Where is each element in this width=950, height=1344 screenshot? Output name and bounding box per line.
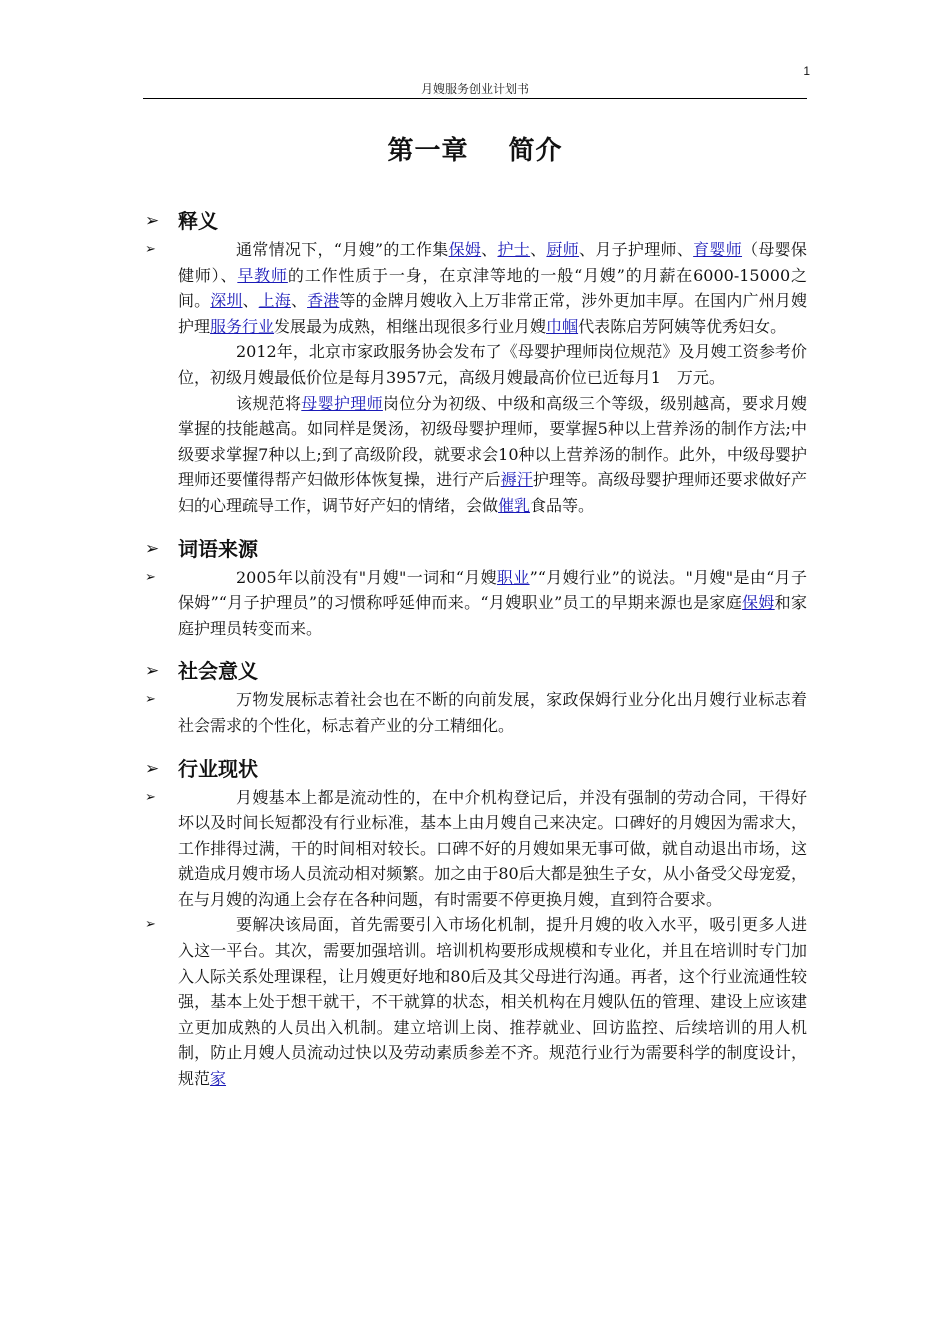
bullet-paragraph-block: [143, 687, 807, 738]
link-fuwu-hangye[interactable]: 服务行业: [210, 316, 275, 336]
text-run: 要解决该局面，首先需要引入市场化机制，提升月嫂的收入水平，吸引更多人进入这一平台。其次，需要加强培训。培训机构要形成规模和专业化，并且在培训时专门加入人际关系处理课程，让月嫂更好地和80后及其父母进行沟通。再者，这个行业流通性较强，基本上处于想干就干，不干就算的状态，相关机构在月嫂队伍的管理、建设上应该建立更加成熟的人员出入机制。建立培训上岗、推荐就业、回访监控、后续培训的用人机制，防止月嫂人员流动过快以及劳动素质参差不齐。规范行业行为需要科学的制度设计，规范: [178, 915, 807, 1089]
paragraph: 万物发展标志着社会也在不断的向前发展，家政保姆行业分化出月嫂行业标志着社会需求的个性化，标志着产业的分工精细化。: [178, 690, 807, 735]
paragraph: 2012年，北京市家政服务协会发布了《母婴护理师岗位规范》及月嫂工资参考价位，初级月嫂最低价位是每月3957元，高级月嫂最高价位已近每月1 万元。: [178, 342, 807, 387]
bullet-paragraph-block: [143, 912, 807, 1091]
paragraph: [178, 565, 807, 642]
link-muying-hulishi[interactable]: 母婴护理师: [301, 393, 383, 413]
bullet-paragraph-block: [143, 237, 807, 519]
text-run: 、月子护理师、: [579, 240, 694, 259]
text-run: 护理等。高级母婴护理师还要求做好产妇的心理疏导工作，调节好产妇的情绪，会做: [178, 470, 807, 515]
section-heading: [143, 205, 807, 237]
bullet-arrow-icon: ➢: [145, 661, 160, 682]
text-run: ”“月嫂行业”的说法。"月嫂"是由“月子保姆”“月子护理员”的习惯称呼延伸而来。“月嫂职业”员工的早期来源也是家庭: [178, 567, 807, 613]
link-shenzhen[interactable]: 深圳: [210, 291, 243, 311]
text-run: 2005年以前没有"月嫂"一词和“月嫂: [236, 567, 497, 587]
section-shiyi: [143, 205, 807, 519]
text-run: （母婴保健师）、: [178, 240, 807, 285]
text-run: 岗位分为初级、中级和高级三个等级，级别越高，要求月嫂掌握的技能越高。如同样是煲汤，初级母婴护理师，要掌握5种以上营养汤的制作方法;中级要求掌握7种以上;到了高级阶段，就要求会10种以上营养汤的制作。此外，中级母婴护理师还要懂得帮产妇做形体恢复操，进行产后: [178, 393, 807, 490]
section-heading: [143, 655, 807, 687]
document-body: [143, 205, 807, 1106]
link-jinguo[interactable]: 巾帼: [546, 316, 579, 336]
text-run: 食品等。: [530, 495, 595, 515]
text-run: 通常情况下，“月嫂”的工作集: [236, 240, 449, 259]
section-ciyu-laiyuan: [143, 533, 807, 642]
link-chushi[interactable]: 厨师: [546, 240, 580, 259]
paragraph: [178, 391, 807, 519]
section-heading-text: 词语来源: [178, 536, 258, 561]
paragraph: [178, 237, 807, 339]
text-run: 、: [530, 240, 547, 259]
link-jia[interactable]: 家: [210, 1069, 227, 1089]
section-heading-text: 释义: [178, 209, 218, 233]
link-zaojiaoshi[interactable]: 早教师: [237, 265, 288, 285]
link-zhiye[interactable]: 职业: [496, 567, 530, 587]
text-run: 、: [290, 291, 308, 311]
bullet-arrow-icon: ➢: [145, 211, 160, 231]
bullet-arrow-icon: ➢: [145, 692, 156, 708]
bullet-arrow-icon: ➢: [145, 538, 160, 559]
link-xianggang[interactable]: 香港: [307, 291, 340, 311]
link-baomu[interactable]: 保姆: [742, 593, 775, 613]
chapter-name: 简介: [508, 136, 563, 166]
running-header: 月嫂服务创业计划书: [420, 82, 529, 96]
text-run: 、: [481, 240, 498, 259]
bullet-arrow-icon: ➢: [145, 569, 156, 585]
link-baomu[interactable]: 保姆: [448, 240, 482, 259]
text-run: 和家庭护理员转变而来。: [178, 593, 807, 638]
chapter-number: 第一章: [387, 136, 469, 166]
section-heading: [143, 533, 807, 565]
chapter-title: [143, 130, 807, 167]
page-number: 1: [803, 64, 810, 78]
link-ruhan[interactable]: 褥汗: [500, 470, 533, 490]
header-divider: [143, 98, 807, 99]
text-run: 该规范将: [236, 393, 302, 413]
text-run: 、: [242, 291, 259, 311]
bullet-arrow-icon: ➢: [145, 917, 156, 933]
section-shehui-yiyi: [143, 655, 807, 738]
section-hangye-xianzhuang: [143, 753, 807, 1092]
bullet-arrow-icon: ➢: [145, 242, 156, 257]
link-hushi[interactable]: 护士: [497, 240, 531, 259]
paragraph: 月嫂基本上都是流动性的，在中介机构登记后，并没有强制的劳动合同，干得好坏以及时间长短都没有行业标准，基本上由月嫂自己来决定。口碑好的月嫂因为需求大，工作排得过满，干的时间相对较长。口碑不好的月嫂如果无事可做，就自动退出市场，这就造成月嫂市场人员流动相对频繁。加之由于80后大都是独生子女，从小备受父母宠爱，在与月嫂的沟通上会存在各种问题，有时需要不停更换月嫂，直到符合要求。: [178, 787, 807, 909]
link-cuiru[interactable]: 催乳: [498, 495, 531, 515]
text-run: 发展最为成熟，相继出现很多行业月嫂: [274, 316, 547, 336]
text-run: 代表陈启芳阿姨等优秀妇女。: [578, 316, 787, 336]
section-heading-text: 社会意义: [178, 659, 258, 684]
text-run: 等的金牌月嫂收入上万非常正常，涉外更加丰厚。在国内广州月嫂护理: [178, 291, 807, 336]
paragraph: [178, 912, 807, 1091]
link-shanghai[interactable]: 上海: [258, 291, 291, 311]
section-heading: [143, 753, 807, 785]
link-yuyingshi[interactable]: 育婴师: [693, 240, 743, 259]
section-heading-text: 行业现状: [178, 756, 258, 781]
bullet-arrow-icon: ➢: [145, 758, 160, 779]
bullet-arrow-icon: ➢: [145, 789, 156, 805]
bullet-paragraph-block: [143, 565, 807, 642]
bullet-paragraph-block: [143, 785, 807, 913]
text-run: 的工作性质于一身，在京津等地的一般“月嫂”的月薪在6000-15000之间。: [178, 265, 807, 311]
